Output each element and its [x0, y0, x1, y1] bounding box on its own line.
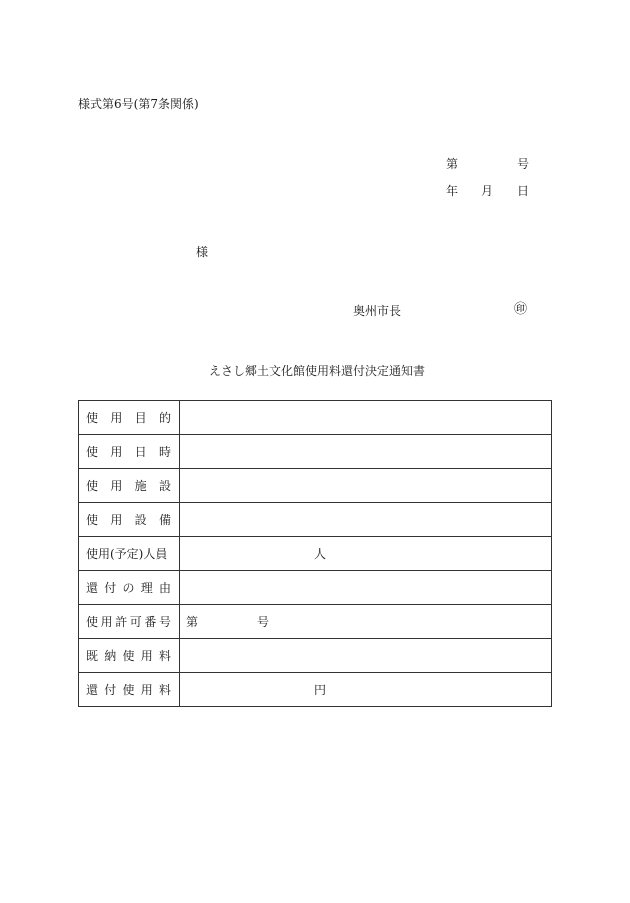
table-row: [79, 639, 552, 673]
date-month: 月: [481, 184, 494, 198]
paid-fee-value[interactable]: [180, 639, 552, 673]
refund-form-table: [78, 400, 552, 707]
date-day: 日: [517, 184, 530, 198]
issuer-name: 奥州市長: [353, 304, 402, 318]
row-label-paid-fee: [79, 639, 180, 673]
row-label-reason: [79, 571, 180, 605]
table-row: [79, 537, 552, 571]
row-label-purpose: [79, 401, 180, 435]
row-label-datetime: [79, 435, 180, 469]
label-chars: 使 用 日 時: [86, 445, 171, 459]
label-chars: 既 納 使 用 料: [86, 649, 171, 663]
table-row: [79, 605, 552, 639]
row-label-equipment: [79, 503, 180, 537]
label-chars: 使 用 目 的: [86, 411, 171, 425]
label-chars: 使 用 施 設: [86, 479, 171, 493]
row-label-refund-fee: [79, 673, 180, 707]
permit-prefix: 第: [186, 615, 199, 629]
row-label-permit-number: [79, 605, 180, 639]
attendees-label-text: 使用(予定)人員: [86, 547, 168, 561]
row-label-attendees: [79, 537, 180, 571]
datetime-value[interactable]: [180, 435, 552, 469]
date-year: 年: [446, 184, 459, 198]
equipment-value[interactable]: [180, 503, 552, 537]
table-row: [79, 435, 552, 469]
seal-mark: ㊞: [514, 302, 528, 317]
number-prefix: 第: [446, 157, 459, 171]
label-chars: 還 付 の 理 由: [86, 581, 171, 595]
attendees-value[interactable]: [180, 537, 552, 571]
number-suffix: 号: [517, 157, 530, 171]
row-label-facility: [79, 469, 180, 503]
table-row: [79, 503, 552, 537]
form-number: 様式第6号(第7条関係): [78, 97, 199, 111]
label-chars: 使 用 設 備: [86, 513, 171, 527]
refund-fee-unit: 円: [314, 683, 327, 697]
table-row: [79, 673, 552, 707]
purpose-value[interactable]: [180, 401, 552, 435]
attendees-unit: 人: [314, 547, 327, 561]
table-row: [79, 469, 552, 503]
reason-value[interactable]: [180, 571, 552, 605]
permit-number-value[interactable]: [180, 605, 552, 639]
facility-value[interactable]: [180, 469, 552, 503]
permit-suffix: 号: [257, 615, 270, 629]
label-chars: 還 付 使 用 料: [86, 683, 171, 697]
table-row: [79, 401, 552, 435]
addressee-honorific: 様: [196, 245, 209, 259]
document-title: えさし郷土文化館使用料還付決定通知書: [209, 364, 426, 378]
table-row: [79, 571, 552, 605]
refund-fee-value[interactable]: [180, 673, 552, 707]
label-chars: 使 用 許 可 番 号: [86, 615, 171, 629]
